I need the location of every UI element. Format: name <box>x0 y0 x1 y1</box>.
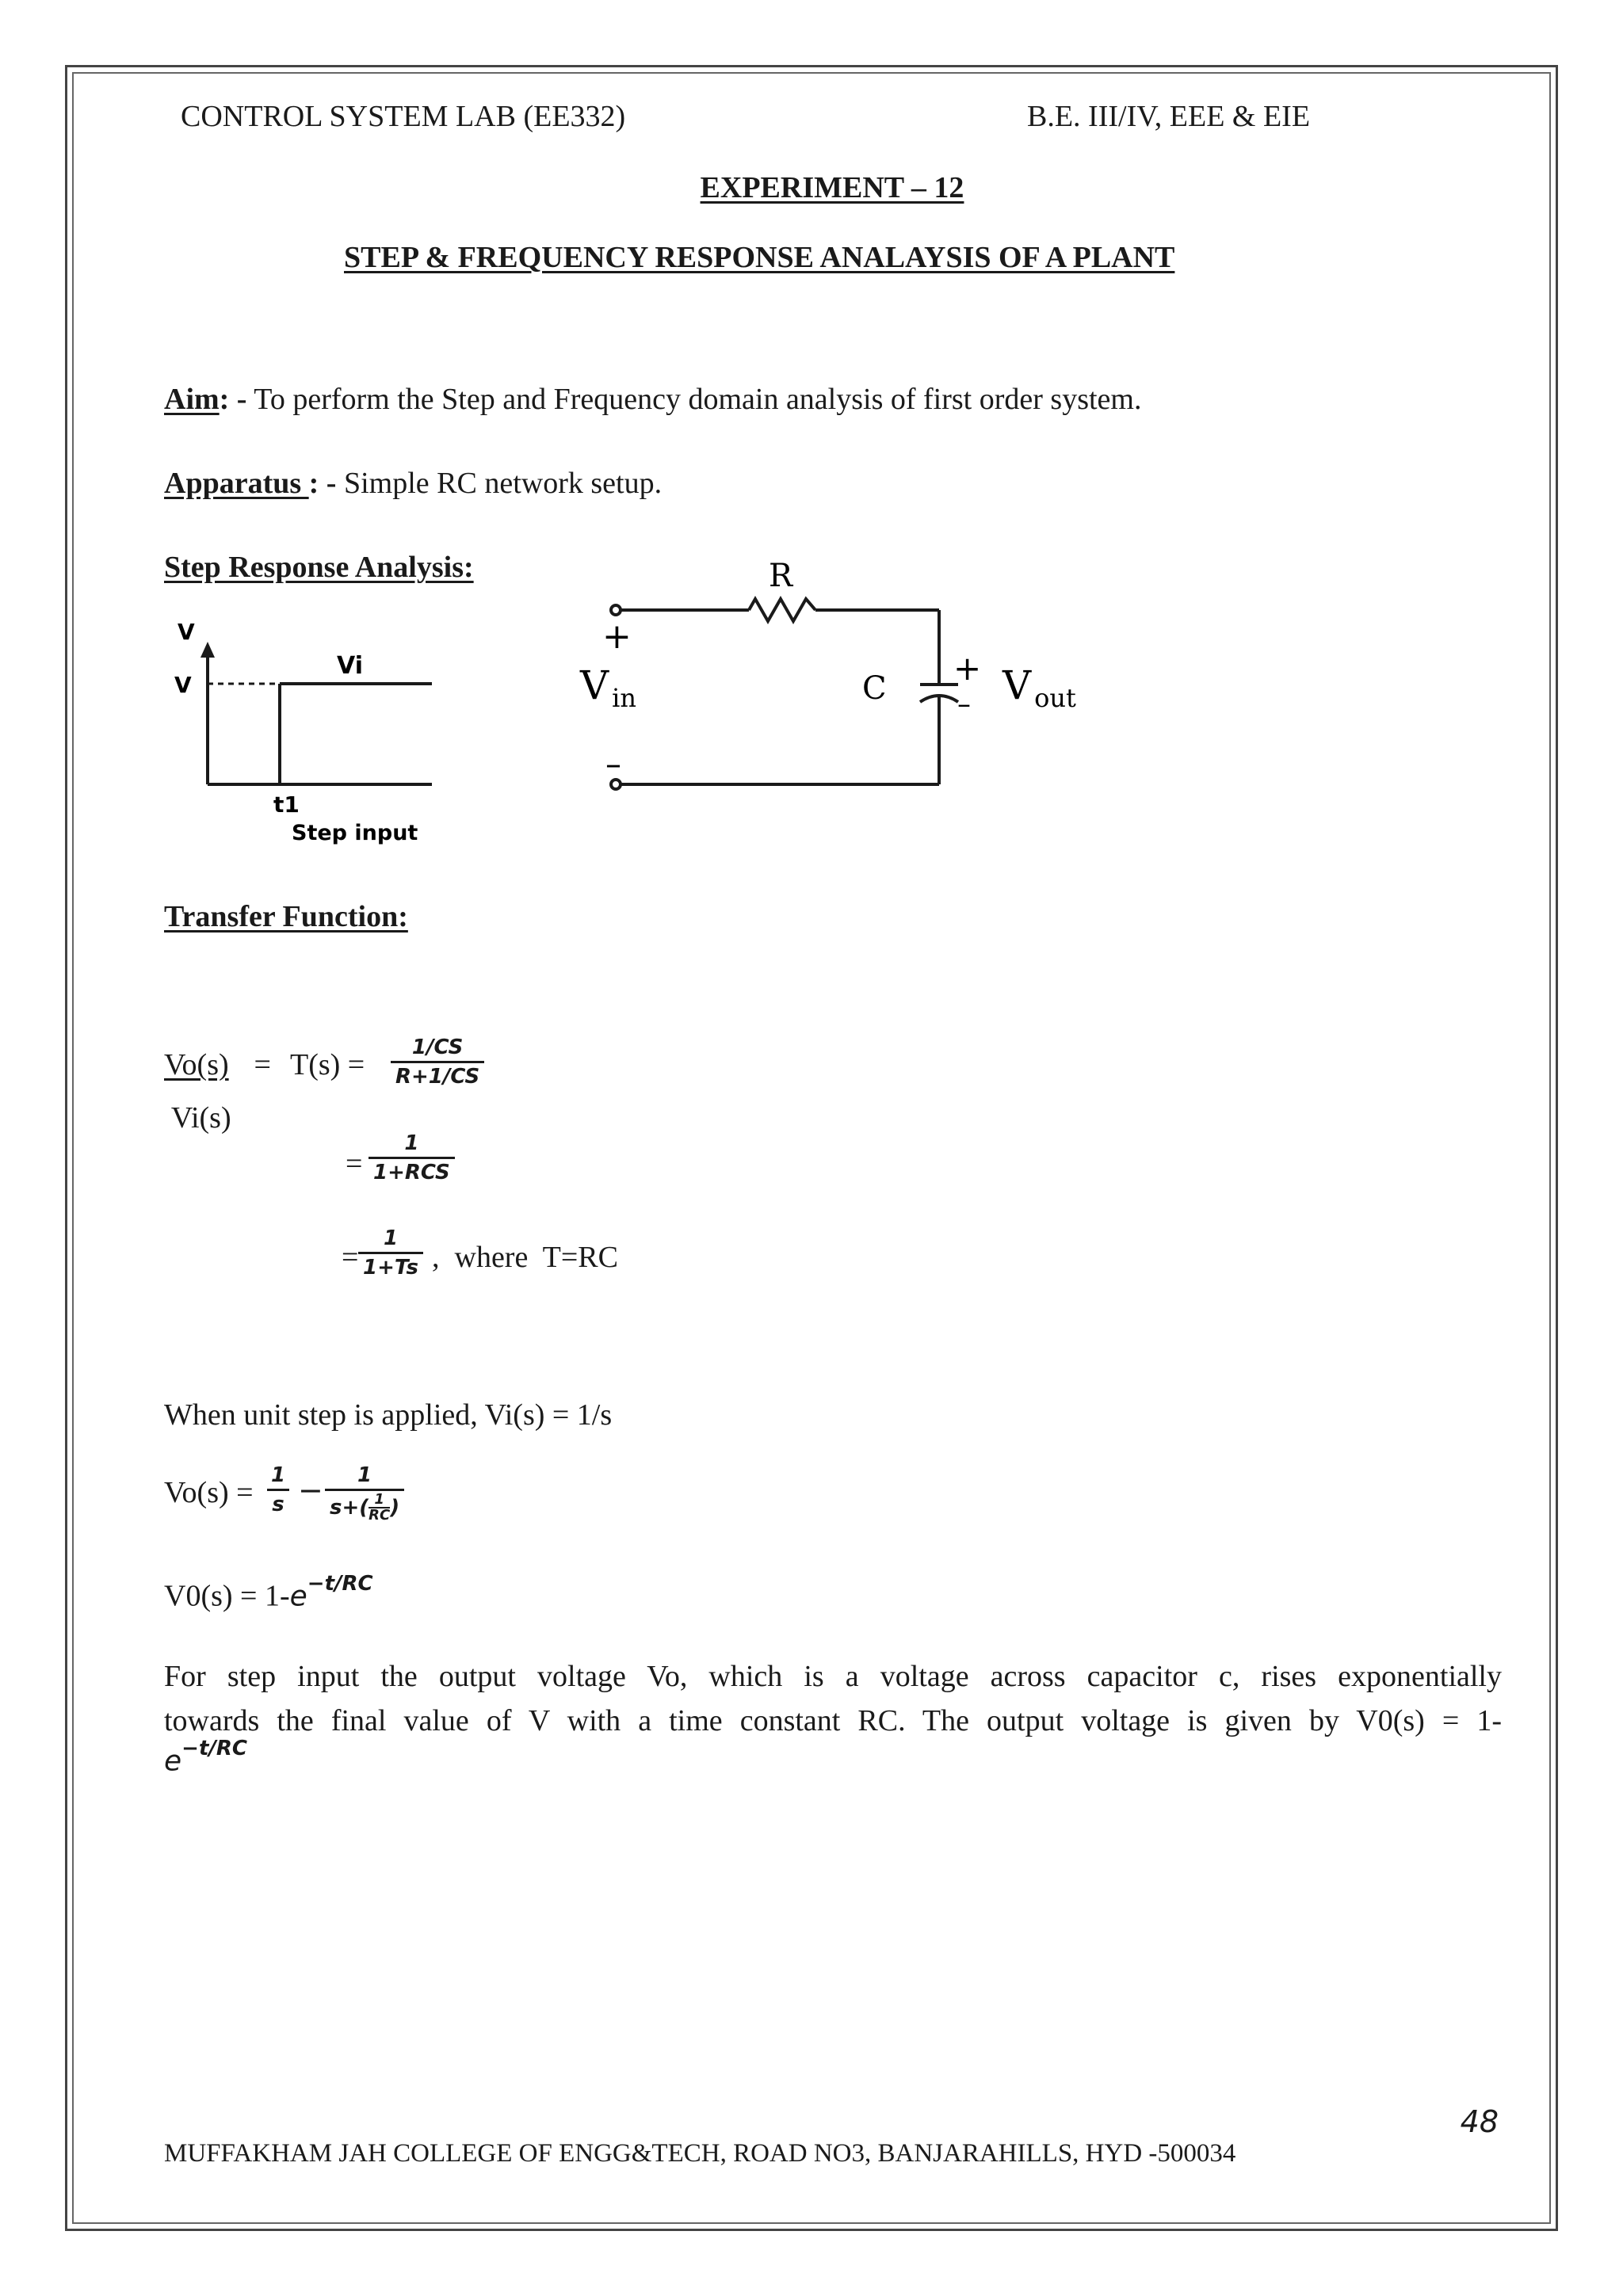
tf-fraction-1-num: 1/CS <box>411 1035 464 1059</box>
apparatus-separator: : - <box>308 467 344 500</box>
output-plus: + <box>953 649 982 688</box>
tf-fraction-1 <box>391 1035 484 1089</box>
vo-prefix: Vo(s) = <box>164 1476 254 1509</box>
tf-fraction-3 <box>358 1226 423 1280</box>
vo-inner-num: 1 <box>374 1491 384 1508</box>
aim-text: To perform the Step and Frequency domain analysis of first order system. <box>246 383 1142 416</box>
tf-lhs-denominator: Vi(s) <box>164 1101 231 1135</box>
resistor-symbol <box>749 599 815 621</box>
vout-label: V $_{out}$ <box>1002 662 1076 713</box>
paragraph-exp-base: e <box>164 1745 182 1778</box>
header-course: CONTROL SYSTEM LAB (EE332) <box>181 100 626 133</box>
y-axis-label: V <box>178 619 195 645</box>
paragraph-line-3 <box>164 1737 247 1778</box>
tf-equals-2: = <box>346 1147 363 1180</box>
vo-inner-den: RC <box>369 1507 391 1524</box>
output-minus: – <box>957 688 971 720</box>
resistor-label: R <box>769 558 793 594</box>
tf-equals-3: = <box>342 1241 359 1274</box>
capacitor-label: C <box>862 670 887 707</box>
apparatus-label: Apparatus <box>164 467 309 500</box>
header-class: B.E. III/IV, EEE & EIE <box>1027 100 1311 133</box>
experiment-subject: STEP & FREQUENCY RESPONSE ANALAYSIS OF A PLANT <box>344 241 1175 274</box>
v0-base: e <box>289 1580 307 1613</box>
time-label: t1 <box>273 791 300 818</box>
vo-minus: − <box>298 1473 323 1508</box>
tf-lhs-numerator: Vo(s) <box>164 1048 229 1081</box>
tf-equals: = <box>246 1048 279 1081</box>
aim-label: Aim <box>164 383 220 416</box>
tf-where-clause: , where T=RC <box>432 1241 618 1274</box>
vo-fraction-b-den-pre: s+( <box>330 1496 369 1520</box>
vo-fraction-a-den: s <box>267 1489 288 1516</box>
page-number: 48 <box>1460 2104 1499 2139</box>
y-axis-arrowhead <box>200 642 215 658</box>
transfer-function-heading: Transfer Function: <box>164 900 408 933</box>
apparatus-line <box>164 468 662 498</box>
paragraph-line-2: towards the final value of V with a time constant RC. The output voltage is given by V0(s) = 1- <box>164 1704 1502 1737</box>
tf-fraction-1-den: R+1/CS <box>391 1061 484 1089</box>
vo-inner-fraction <box>369 1493 390 1523</box>
vo-fraction-b <box>325 1463 404 1523</box>
step-response-heading: Step Response Analysis: <box>164 551 474 584</box>
rc-circuit-diagram <box>571 555 1141 800</box>
v0-prefix: V0(s) = 1- <box>164 1579 290 1613</box>
vo-fraction-a-num: 1 <box>271 1463 286 1487</box>
input-terminal-top <box>611 605 621 615</box>
tf-fraction-2-num: 1 <box>404 1131 419 1155</box>
tf-fraction-3-den: 1+Ts <box>358 1252 423 1280</box>
input-plus: + <box>602 616 632 657</box>
tf-fraction-3-num: 1 <box>383 1226 399 1250</box>
paragraph-exponent: −t/RC <box>181 1737 247 1760</box>
vo-fraction-a <box>266 1463 290 1516</box>
step-input-graph <box>166 618 452 848</box>
vo-fraction-b-den <box>325 1489 404 1523</box>
graph-caption: Step input <box>292 821 418 845</box>
paragraph-line-1: For step input the output voltage Vo, which is a voltage across capacitor c, rises exponentially <box>164 1660 1502 1693</box>
vo-fraction-b-num: 1 <box>357 1463 372 1487</box>
vin-label: V $_{in}$ <box>580 662 636 713</box>
v0-exponent: −t/RC <box>307 1572 373 1596</box>
signal-label: Vi <box>337 652 363 680</box>
unit-step-line: When unit step is applied, Vi(s) = 1/s <box>164 1398 613 1432</box>
vo-fraction-b-den-post: ) <box>390 1496 400 1520</box>
explanation-paragraph <box>164 1654 1502 1743</box>
aim-separator: : - <box>219 383 247 416</box>
experiment-title: EXPERIMENT – 12 <box>700 171 964 204</box>
aim-line <box>164 384 1141 414</box>
v0-equation <box>164 1572 373 1613</box>
level-label: V <box>174 672 192 698</box>
tf-fraction-2-den: 1+RCS <box>369 1157 455 1184</box>
tf-ts-label: T(s) = <box>290 1048 365 1081</box>
tf-fraction-2 <box>369 1131 455 1184</box>
input-minus: – <box>605 746 621 783</box>
footer-address: MUFFAKHAM JAH COLLEGE OF ENGG&TECH, ROAD NO3, BANJARAHILLS, HYD -500034 <box>164 2139 1236 2168</box>
graph-axes <box>208 651 432 784</box>
apparatus-text: Simple RC network setup. <box>343 467 663 500</box>
